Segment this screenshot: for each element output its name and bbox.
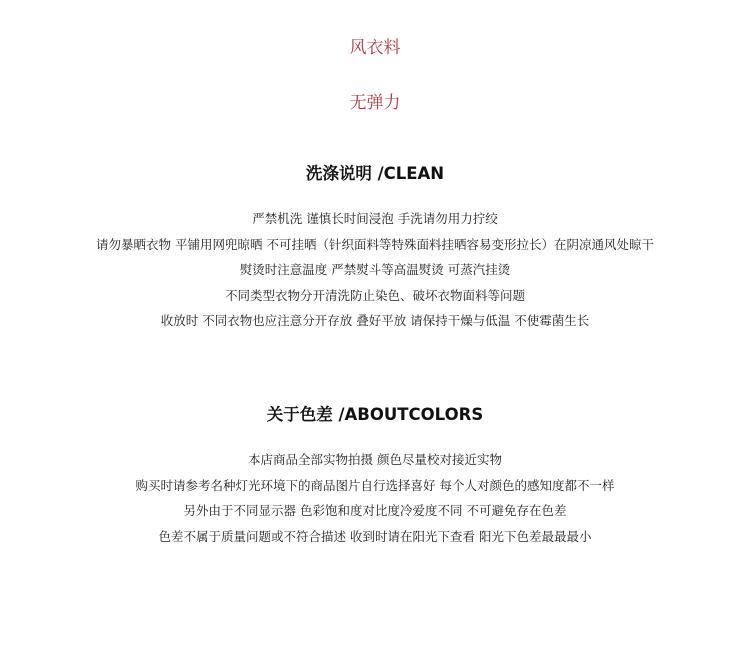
color-difference-title: 关于色差 /ABOUTCOLORS: [266, 405, 484, 424]
fabric-tag: 风衣料: [349, 38, 401, 58]
washing-instructions-title: 洗涤说明 /CLEAN: [305, 164, 445, 183]
washing-instructions-list: [0, 206, 750, 334]
color-difference-list: [0, 447, 750, 549]
color-difference-line: 本店商品全部实物拍摄 颜色尽量校对接近实物: [248, 452, 502, 467]
washing-instruction-line: 不同类型衣物分开清洗防止染色、破坏衣物面料等问题: [224, 287, 525, 303]
elasticity-tag: 无弹力: [349, 93, 401, 113]
color-difference-line: 色差不属于质量问题或不符合描述 收到时请在阳光下查看 阳光下色差最最最小: [158, 528, 592, 544]
color-difference-line: 购买时请参考名种灯光环境下的商品图片自行选择喜好 每个人对颜色的感知度都不一样: [135, 477, 615, 493]
washing-instruction-line: 收放时 不同衣物也应注意分开存放 叠好平放 请保持干燥与低温 不使霉菌生长: [160, 313, 590, 328]
washing-instruction-line: 熨烫时注意温度 严禁熨斗等高温熨烫 可蒸汽挂烫: [239, 262, 511, 277]
washing-instruction-line: 严禁机洗 谨慎长时间浸泡 手洗请勿用力拧绞: [252, 211, 498, 226]
washing-instruction-line: 请勿暴晒衣物 平铺用网兜晾晒 不可挂晒（针织面料等特殊面料挂晒容易变形拉长）在阴凉通风处晾干: [96, 236, 654, 252]
color-difference-line: 另外由于不同显示器 色彩饱和度对比度冷爱度不同 不可避免存在色差: [183, 503, 567, 518]
